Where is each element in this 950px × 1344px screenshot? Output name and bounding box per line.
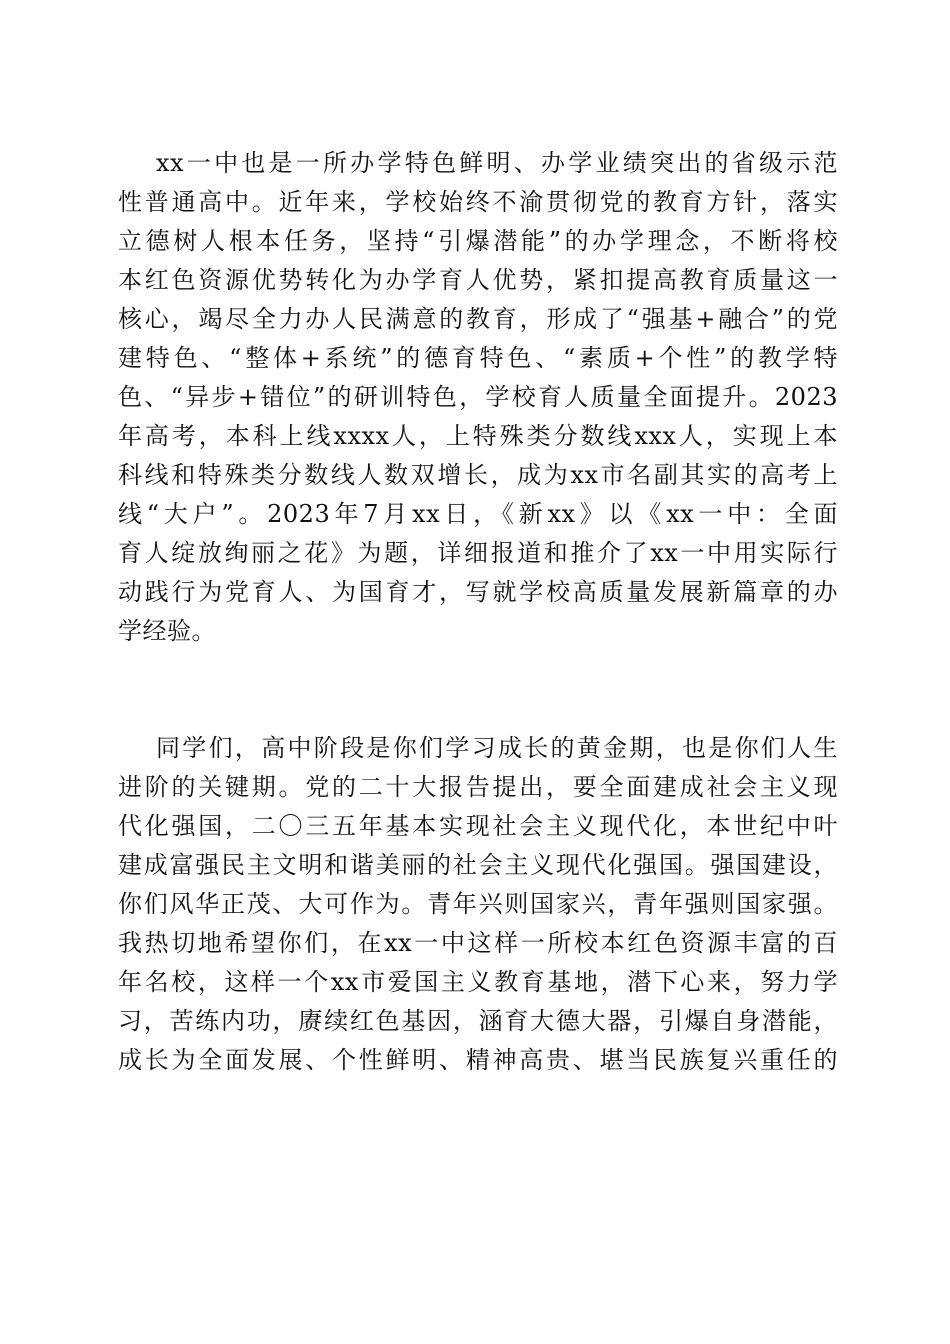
text-line: 进阶的关键期。党的二十大报告提出，要全面建成社会主义现: [118, 773, 838, 801]
text-line: 性普通高中。近年来，学校始终不渝贯彻党的教育方针，落实: [118, 188, 838, 216]
text-line: xx一中也是一所办学特色鲜明、办学业绩突出的省级示范: [156, 149, 838, 177]
text-line: 立德树人根本任务，坚持“引爆潜能”的办学理念，不断将校: [118, 227, 838, 255]
text-line: 色、“异步+错位”的研训特色，学校育人质量全面提升。2023: [118, 383, 838, 411]
text-line: 代化强国，二〇三五年基本实现社会主义现代化，本世纪中叶: [118, 812, 838, 840]
text-line: 建成富强民主文明和谐美丽的社会主义现代化强国。强国建设，: [118, 851, 838, 879]
text-line: 学经验。: [118, 617, 216, 645]
text-line: 年高考，本科上线xxxx人，上特殊类分数线xxx人，实现上本: [118, 422, 838, 450]
paragraph-school-achievements: [118, 144, 838, 651]
text-line: 年名校，这样一个xx市爱国主义教育基地，潜下心来，努力学: [118, 968, 838, 996]
paragraph-address-to-students: [118, 729, 838, 1080]
text-line: 科线和特殊类分数线人数双增长，成为xx市名副其实的高考上: [118, 461, 838, 489]
text-line: 动践行为党育人、为国育才，写就学校高质量发展新篇章的办: [118, 578, 838, 606]
text-line: 线“大户”。2023年7月xx日，《新xx》以《xx一中：全面: [118, 500, 838, 528]
text-line: 我热切地希望你们，在xx一中这样一所校本红色资源丰富的百: [118, 929, 838, 957]
text-line: 同学们，高中阶段是你们学习成长的黄金期，也是你们人生: [156, 734, 838, 762]
text-line: 本红色资源优势转化为办学育人优势，紧扣提高教育质量这一: [118, 266, 838, 294]
text-line: 习，苦练内功，赓续红色基因，涵育大德大器，引爆自身潜能，: [118, 1007, 838, 1035]
text-line: 建特色、“整体+系统”的德育特色、“素质+个性”的教学特: [118, 344, 838, 372]
text-line: 你们风华正茂、大可作为。青年兴则国家兴，青年强则国家强。: [118, 890, 838, 918]
text-line: 成长为全面发展、个性鲜明、精神高贵、堪当民族复兴重任的: [118, 1046, 838, 1074]
text-line: 育人绽放绚丽之花》为题，详细报道和推介了xx一中用实际行: [118, 539, 838, 567]
text-line: 核心，竭尽全力办人民满意的教育，形成了“强基+融合”的党: [118, 305, 838, 333]
